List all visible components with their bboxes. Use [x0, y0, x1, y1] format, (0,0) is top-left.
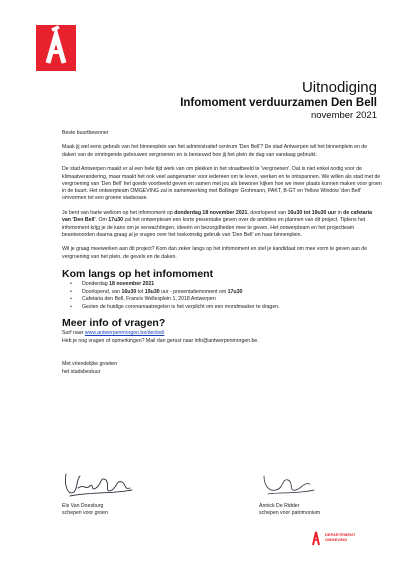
letter-header — [180, 80, 377, 122]
signature-left — [60, 466, 140, 502]
paragraph-participation: Wil je graag meewerken aan dit project? Kom dan zeker langs op het infomoment en stel je kandidaat om mee vorm te geven aan de vergroening van het plein, de gevels en de daken. — [62, 246, 368, 260]
list-item: • Gezien de huidige coronamaatregelen is het verplicht om een mondmasker te dragen. — [70, 304, 382, 312]
closing: Met vriendelijke groeten het stadsbestuur — [62, 361, 118, 375]
antwerpen-a-logo-icon — [36, 25, 76, 71]
paragraph-invitation: Je bent van harte welkom op het infomoment op donderdag 18 november 2021, doorlopend van 16u30 tot 19u30 uur in de cafetaria van 'Den Bell'. Om 17u30 zal het ontwerpteam een korte presentatie geven over de ambities en plannen van dit project. Tijdens het infomoment krijg je de kans om je verwachtingen, ideeën en bezorgdheden mee te geven. Het ontwerpteam en het projectteam beantwoorden daarna graag al je vragen over het toekomstig gebruik van 'Den Bell' en haar binnenplein. — [62, 209, 373, 238]
list-item: • Cafetaria den Bell, Francis Wellesplein 1, 2018 Antwerpen — [70, 296, 382, 304]
questions-text: Surf naar www.antwerpenmorgen.be/denbell Heb je nog vragen of opmerkingen? Mail dan gerust naar info@antwerpenmorgen.be. — [62, 330, 259, 344]
paragraph-greening: De stad Antwerpen maakt er al een hele tijd werk van om plekken in het straatbeeld te 'vergroenen'. Dat is niet enkel nodig voor de klimaatverandering, maar maakt het ook veel aangenamer voor iedereen om te leven, werken en te ontspannen. We willen als stad met de vergroening van 'Den Bell' het goede voorbeeld geven en samen met jou als bewoner kijken hoe we meer plaats kunnen maken voor groen in de buurt. Het ontwerpteam OMGEVING zal in samenwerking met Bollinger Grohmann, PAKT, B-GT en Yellow Window 'den Bell' omvormen tot een groene stadsoase. — [62, 166, 382, 202]
signature-right — [258, 470, 318, 498]
department-logo — [310, 527, 372, 549]
antwerpen-logo — [36, 25, 76, 71]
questions-heading: Meer info of vragen? — [62, 317, 166, 330]
page-title: Uitnodiging — [301, 79, 377, 96]
letter-date: november 2021 — [310, 110, 377, 121]
page-subtitle: Infomoment verduurzamen Den Bell — [180, 97, 377, 109]
salutation: Beste buurtbewoner — [62, 130, 109, 136]
list-item: • Doorlopend, van 16u30 tot 19u30 uur - presentatiemoment om 17u30 — [70, 289, 382, 297]
signer-left: Els Van Doesburg schepen voor groen — [62, 503, 108, 517]
infomoment-heading: Kom langs op het infomoment — [62, 268, 214, 281]
department-name: DEPARTEMENT OMGEVING — [325, 532, 356, 542]
list-item: • Donderdag 18 november 2021 — [70, 281, 382, 289]
infomoment-list — [62, 281, 382, 311]
website-link[interactable]: www.antwerpenmorgen.be/denbell — [84, 330, 165, 337]
paragraph-intro: Maak jij wel eens gebruik van het binnenplein van het administratief centrum 'Den Bell'? De stad Antwerpen wil het binnenplein en de daken van de omringende gebouwen vergroenen en is benieuwd hoe jij het plein de dag van vandaag gebruikt. — [62, 144, 368, 158]
department-mark-icon — [310, 529, 322, 547]
letter-body — [62, 130, 382, 376]
signer-right: Annick De Ridder schepen voor patrimonium — [259, 503, 321, 517]
